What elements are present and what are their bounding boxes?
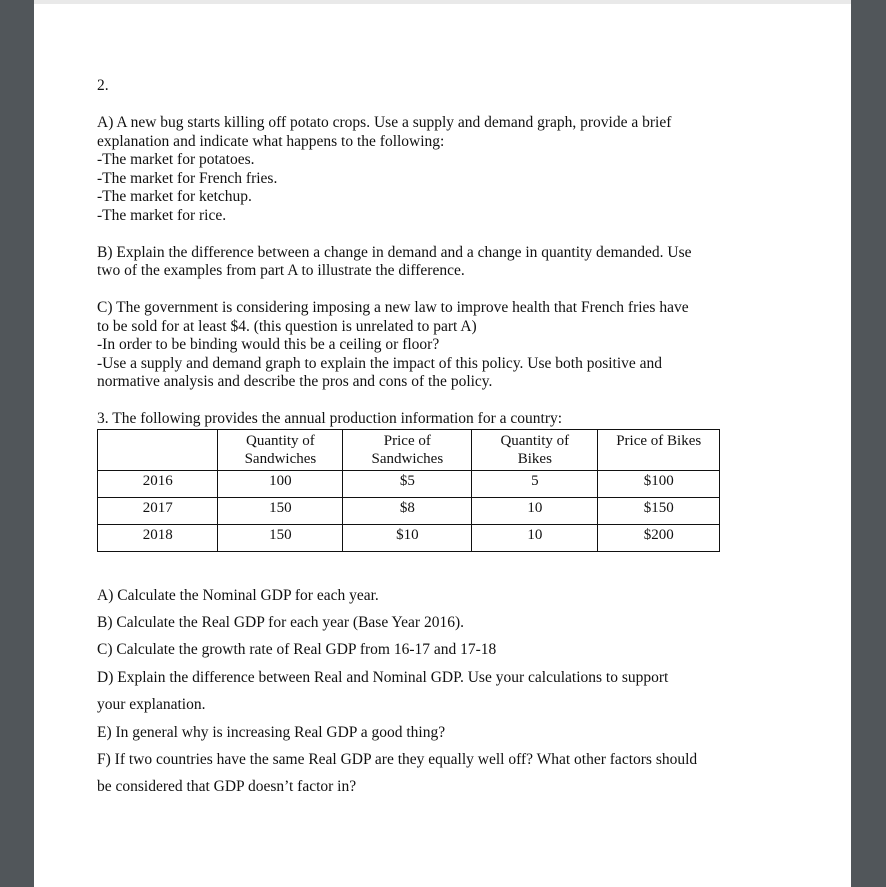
table-header-row (98, 429, 720, 470)
q3-question-line: be considered that GDP doesn’t factor in? (97, 778, 357, 796)
table-cell: 10 (472, 524, 598, 551)
table-cell: 150 (218, 497, 343, 524)
table-cell-year: 2016 (98, 470, 218, 497)
q2c-line: C) The government is considering imposing a new law to improve health that French fries have (97, 299, 689, 316)
q2a-line: -The market for French fries. (97, 169, 278, 187)
table-cell: $150 (598, 497, 720, 524)
q3-question-line: A) Calculate the Nominal GDP for each year. (97, 586, 379, 604)
table-row (98, 524, 720, 551)
q2c-line: -Use a supply and demand graph to explain the impact of this policy. Use both positive and (97, 354, 663, 372)
table-cell: $5 (343, 470, 472, 497)
question-3-intro: 3. The following provides the annual production information for a country: (97, 410, 563, 427)
q3-question-line: F) If two countries have the same Real GDP are they equally well off? What other factors should (97, 750, 698, 768)
table-cell: $100 (598, 470, 720, 497)
q3-question-line: B) Calculate the Real GDP for each year (Base Year 2016). (97, 613, 464, 631)
q3-question-line: your explanation. (97, 696, 206, 714)
table-cell: 5 (472, 470, 598, 497)
table-cell: 10 (472, 497, 598, 524)
table-header-cell: Price of Sandwiches (343, 429, 472, 470)
table-cell: 150 (218, 524, 343, 551)
table-header-cell: Price of Bikes (598, 429, 720, 470)
q2a-line: -The market for rice. (97, 206, 227, 224)
table-header-cell: Quantity of Sandwiches (218, 429, 343, 470)
q2c-line: normative analysis and describe the pros and cons of the policy. (97, 373, 493, 390)
q3-question-line: E) In general why is increasing Real GDP a good thing? (97, 723, 446, 741)
q2b-line: two of the examples from part A to illustrate the difference. (97, 262, 465, 279)
production-table (97, 429, 720, 552)
question-3-parts (97, 582, 777, 801)
table-cell: $8 (343, 497, 472, 524)
page-top-edge (34, 0, 851, 4)
q2a-line: A) A new bug starts killing off potato crops. Use a supply and demand graph, provide a brief (97, 114, 672, 131)
q2a-line: explanation and indicate what happens to the following: (97, 132, 445, 150)
table-header-cell: Quantity of Bikes (472, 429, 598, 470)
q2a-line: -The market for ketchup. (97, 188, 252, 205)
q2c-line: -In order to be binding would this be a ceiling or floor? (97, 336, 440, 353)
table-cell-year: 2017 (98, 497, 218, 524)
q2b-line: B) Explain the difference between a change in demand and a change in quantity demanded. Use (97, 243, 692, 261)
table-cell-year: 2018 (98, 524, 218, 551)
table-cell: $10 (343, 524, 472, 551)
q2a-line: -The market for potatoes. (97, 151, 255, 168)
table-row (98, 470, 720, 497)
q3-question-line: D) Explain the difference between Real and Nominal GDP. Use your calculations to support (97, 668, 669, 686)
document-content (97, 77, 777, 801)
q3-question-line: C) Calculate the growth rate of Real GDP from 16-17 and 17-18 (97, 641, 497, 659)
question-2-number: 2. (97, 77, 109, 94)
q2c-line: to be sold for at least $4. (this question is unrelated to part A) (97, 317, 477, 335)
table-row (98, 497, 720, 524)
table-cell: $200 (598, 524, 720, 551)
table-cell: 100 (218, 470, 343, 497)
table-header-cell (98, 429, 218, 470)
